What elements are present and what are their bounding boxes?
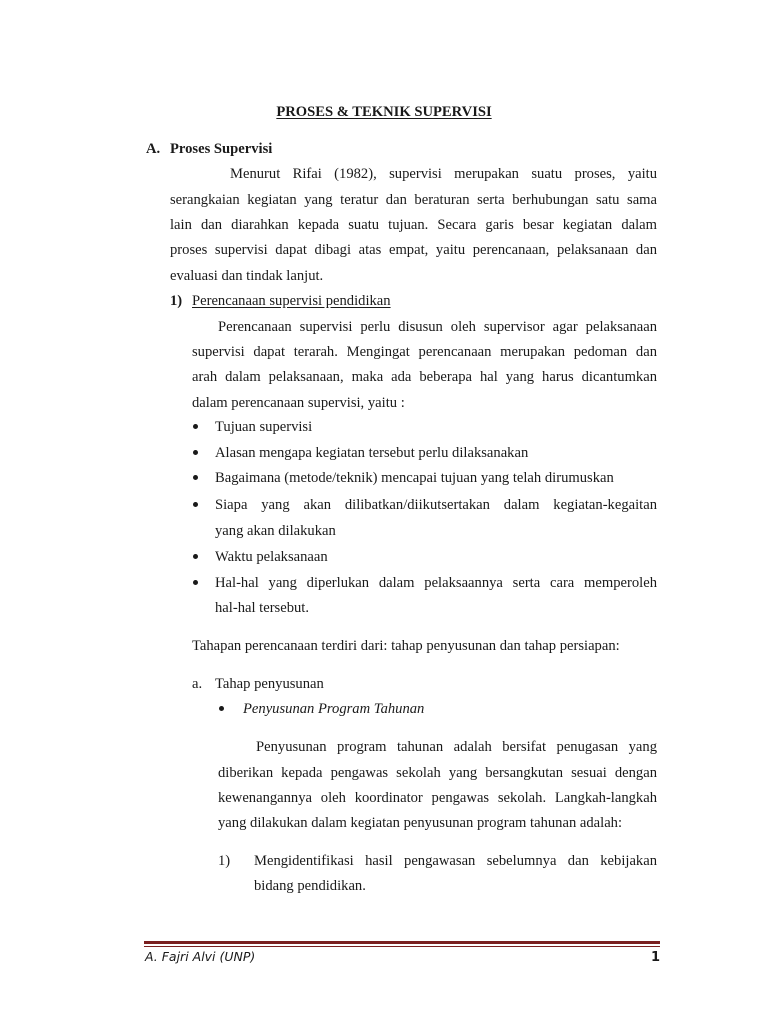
subsection-1-heading: Perencanaan supervisi pendidikan xyxy=(192,293,391,309)
section-a-paragraph-line: serangkaian kegiatan yang teratur dan beraturan serta berhubungan satu sama xyxy=(170,192,657,208)
section-a-paragraph-line: Menurut Rifai (1982), supervisi merupakan suatu proses, yaitu xyxy=(230,166,657,182)
footer-rule-thin xyxy=(144,946,660,947)
bullet-item-continuation: hal-hal tersebut. xyxy=(215,600,310,616)
bullet-item: Hal-hal yang diperlukan dalam pelaksaannya serta cara memperoleh xyxy=(215,575,657,591)
section-a-paragraph-line: lain dan diarahkan kepada suatu tujuan. Secara garis besar kegiatan dalam xyxy=(170,217,657,233)
bullet-icon xyxy=(193,475,198,480)
section-a-heading: Proses Supervisi xyxy=(170,141,273,157)
stage-a-paragraph-line: Penyusunan program tahunan adalah bersifat penugasan yang xyxy=(256,739,657,755)
bullet-item: Siapa yang akan dilibatkan/diikutsertakan dalam kegiatan-kegaitan xyxy=(215,497,657,513)
section-a-paragraph-line: evaluasi dan tindak lanjut. xyxy=(170,268,324,284)
bullet-icon xyxy=(193,450,198,455)
subsection-1-paragraph-line: arah dalam pelaksanaan, maka ada beberapa hal yang harus dicantumkan xyxy=(192,369,657,385)
subsection-1-paragraph-line: dalam perencanaan supervisi, yaitu : xyxy=(192,395,405,411)
bullet-icon xyxy=(219,706,224,711)
section-a-label: A. xyxy=(146,141,161,157)
bullet-icon xyxy=(193,502,198,507)
footer-rule-thick xyxy=(144,941,660,944)
bullet-item: Alasan mengapa kegiatan tersebut perlu dilaksanakan xyxy=(215,445,529,461)
stage-a-paragraph-line: yang dilakukan dalam kegiatan penyusunan program tahunan adalah: xyxy=(218,815,623,831)
step-1-line: bidang pendidikan. xyxy=(254,878,366,894)
stage-a-paragraph-line: diberikan kepada pengawas sekolah yang bersangkutan sesuai dengan xyxy=(218,765,657,781)
step-1-number: 1) xyxy=(218,853,231,869)
stages-intro: Tahapan perencanaan terdiri dari: tahap penyusunan dan tahap persiapan: xyxy=(192,638,620,654)
bullet-icon xyxy=(193,424,198,429)
subsection-1-paragraph-line: Perencanaan supervisi perlu disusun oleh supervisor agar pelaksanaan xyxy=(218,319,657,335)
bullet-item: Tujuan supervisi xyxy=(215,419,313,435)
stage-a-label: a. xyxy=(192,676,203,692)
step-1-line: Mengidentifikasi hasil pengawasan sebelumnya dan kebijakan xyxy=(254,853,657,869)
subsection-1-number: 1) xyxy=(170,293,183,309)
stage-a-paragraph-line: kewenangannya oleh koordinator pengawas sekolah. Langkah-langkah xyxy=(218,790,657,806)
footer-author: A. Fajri Alvi (UNP) xyxy=(145,949,256,964)
bullet-item: Bagaimana (metode/teknik) mencapai tujuan yang telah dirumuskan xyxy=(215,470,614,486)
program-tahunan-bullet: Penyusunan Program Tahunan xyxy=(243,701,425,717)
page-title: PROSES & TEKNIK SUPERVISI xyxy=(276,104,492,120)
page-number: 1 xyxy=(651,950,661,965)
bullet-item-continuation: yang akan dilakukan xyxy=(215,523,336,539)
section-a-paragraph-line: proses supervisi dapat dibagi atas empat, yaitu perencanaan, pelaksanaan dan xyxy=(170,242,657,258)
subsection-1-paragraph-line: supervisi dapat terarah. Mengingat perencanaan merupakan pedoman dan xyxy=(192,344,657,360)
bullet-icon xyxy=(193,580,198,585)
bullet-icon xyxy=(193,554,198,559)
bullet-item: Waktu pelaksanaan xyxy=(215,549,328,565)
stage-a-heading: Tahap penyusunan xyxy=(215,676,324,692)
